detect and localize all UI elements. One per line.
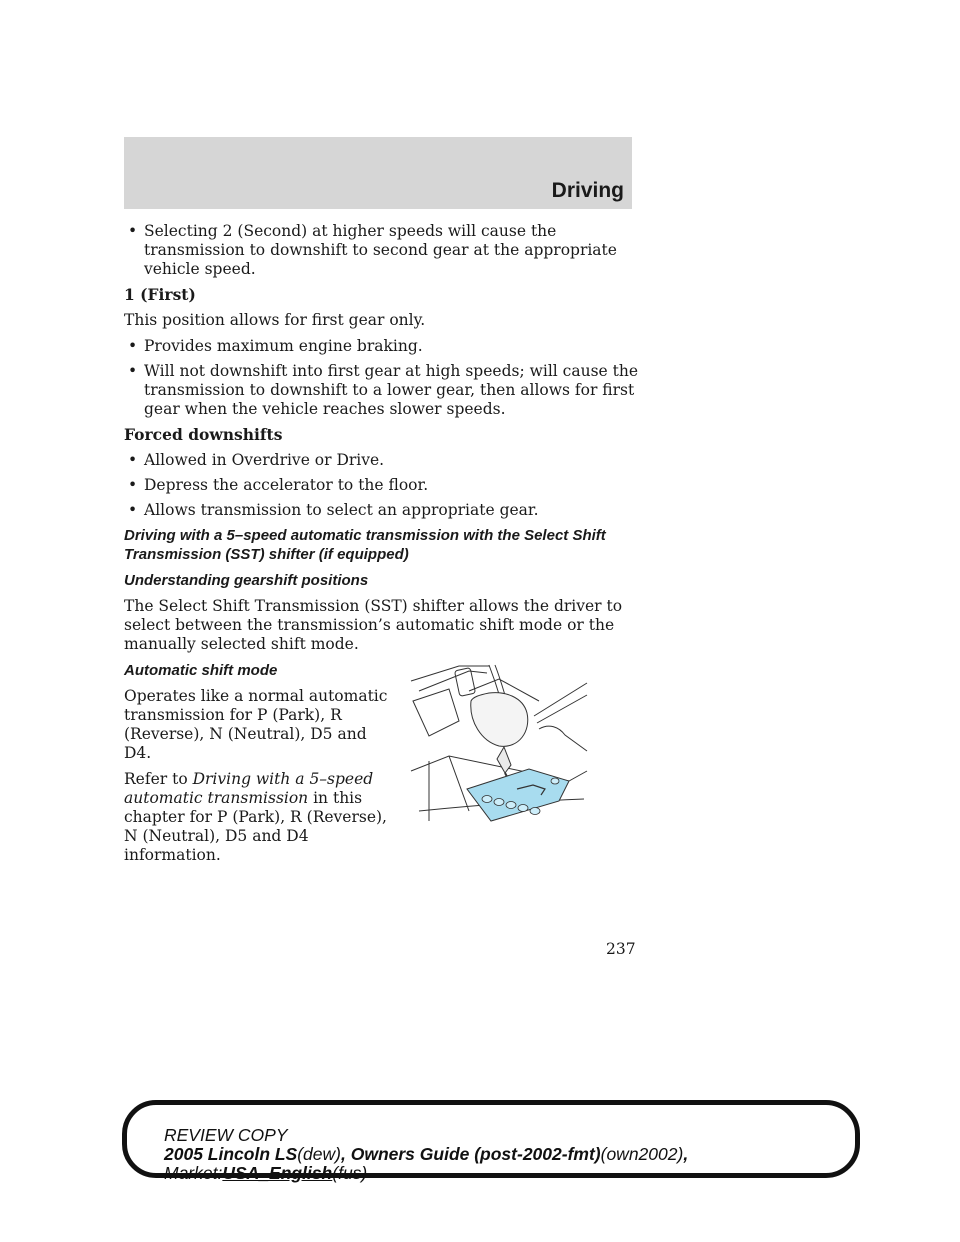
footer-guide: , Owners Guide (post-2002-fmt) <box>341 1144 601 1164</box>
refer-link-text: Driving with a 5–speed automatic transmission <box>124 770 374 807</box>
footer-market-label: Market: <box>164 1163 223 1183</box>
heading-forced-downshifts: Forced downshifts <box>124 425 283 444</box>
footer-market: USA_English <box>222 1163 333 1183</box>
footer-comma: , <box>683 1144 689 1164</box>
bullet-engine-braking: • Provides maximum engine braking. <box>124 337 644 356</box>
footer-vehicle-code: (dew) <box>297 1144 341 1164</box>
page-number: 237 <box>606 940 636 958</box>
bullet-depress-accelerator: • Depress the accelerator to the floor. <box>124 476 644 495</box>
bullet-second-gear: • Selecting 2 (Second) at higher speeds will cause the transmission to downshift to second gear at the appropriate vehicle speed. <box>124 222 644 279</box>
review-copy-footer <box>164 1126 688 1183</box>
bullet-allowed-overdrive: • Allowed in Overdrive or Drive. <box>124 451 644 470</box>
bullet-select-gear: • Allows transmission to select an appropriate gear. <box>124 501 644 520</box>
refer-prefix: Refer to <box>124 770 193 788</box>
automatic-mode-para: Operates like a normal automatic transmission for P (Park), R (Reverse), N (Neutral), D5 and D4. <box>124 687 388 762</box>
refer-suffix: in this chapter for P (Park), R (Reverse), N (Neutral), D5 and D4 information. <box>124 789 387 864</box>
review-copy-label: REVIEW COPY <box>164 1125 288 1145</box>
heading-automatic-shift-mode: Automatic shift mode <box>124 662 278 679</box>
gearshift-illustration <box>409 661 589 823</box>
footer-market-code: (fus) <box>332 1163 368 1183</box>
refer-to-para <box>124 770 394 865</box>
footer-vehicle: 2005 Lincoln LS <box>164 1144 298 1164</box>
heading-first: 1 (First) <box>124 285 196 304</box>
bullet-no-downshift: • Will not downshift into first gear at high speeds; will cause the transmission to downshift to a lower gear, then allows for first gear when the vehicle reaches slower speeds. <box>124 362 644 419</box>
sst-intro: The Select Shift Transmission (SST) shifter allows the driver to select between the transmission’s automatic shift mode or the manually selected shift mode. <box>124 597 623 653</box>
section-header-band <box>124 137 632 209</box>
section-title: Driving <box>551 179 624 202</box>
footer-guide-code: (own2002) <box>600 1144 684 1164</box>
automatic-mode-section <box>124 661 644 865</box>
subheading-gearshift-positions: Understanding gearshift positions <box>124 572 369 589</box>
heading-sst: Driving with a 5–speed automatic transmission with the Select Shift Transmission (SST) shifter (if equipped) <box>124 527 606 563</box>
page-content <box>124 222 644 872</box>
first-intro: This position allows for first gear only. <box>124 311 426 329</box>
